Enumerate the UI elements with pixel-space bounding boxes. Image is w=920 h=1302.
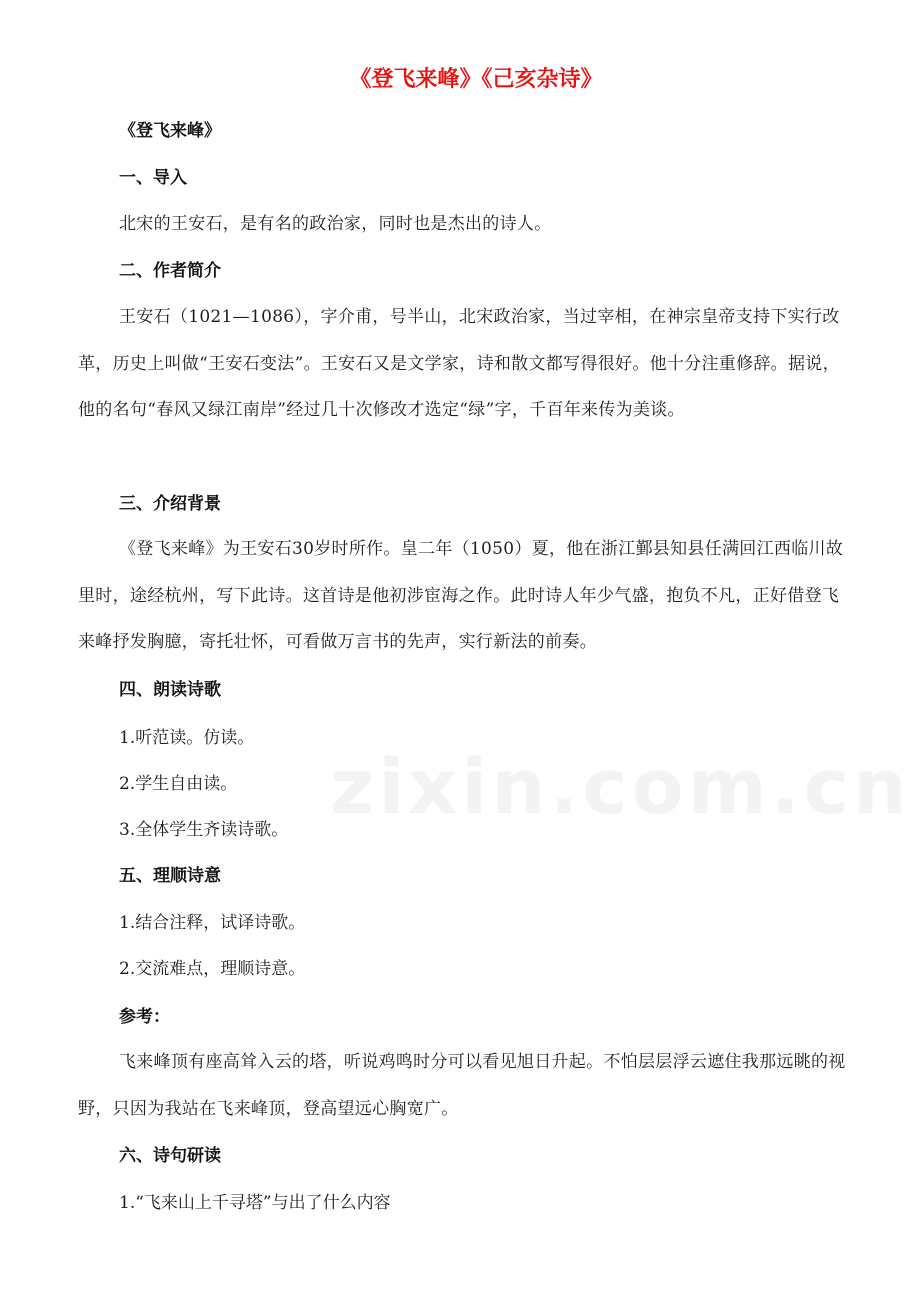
list-item: 3.全体学生齐读诗歌。 bbox=[119, 820, 289, 840]
document-title: 《登飞来峰》《己亥杂诗》 bbox=[349, 67, 603, 92]
section-heading-intro: 一、导入 bbox=[119, 168, 187, 188]
section-heading-study: 六、诗句研读 bbox=[119, 1146, 221, 1166]
section-heading-reading: 四、朗读诗歌 bbox=[119, 680, 221, 700]
intro-paragraph: 北宋的王安石，是有名的政治家，同时也是杰出的诗人。 bbox=[119, 214, 552, 234]
reference-label: 参考： bbox=[119, 1007, 170, 1027]
background-paragraph: 《登飞来峰》为王安石30岁时所作。皇二年（1050）夏，他在浙江鄞县知县任满回江西临川故里时，途经杭州，写下此诗。这首诗是他初涉宦海之作。此时诗人年少气盛，抱负不凡，正好借登飞来峰抒发胸臆，寄托壮怀，可看做万言书的先声，实行新法的前奏。 bbox=[78, 539, 844, 652]
watermark: zixin.com.cn bbox=[330, 742, 911, 831]
list-item: 1.“飞来山上千寻塔”与出了什么内容 bbox=[119, 1193, 391, 1213]
section-heading-author: 二、作者简介 bbox=[119, 261, 221, 281]
section-heading-background: 三、介绍背景 bbox=[119, 494, 221, 514]
reference-paragraph: 飞来峰顶有座高耸入云的塔，听说鸡鸣时分可以看见旭日升起。不怕层层浮云遮住我那远眺的视野，只因为我站在飞来峰顶，登高望远心胸宽广。 bbox=[78, 1052, 846, 1119]
list-item: 1.听范读。仿读。 bbox=[119, 728, 255, 748]
list-item: 1.结合注释，试译诗歌。 bbox=[119, 913, 306, 933]
section-heading-meaning: 五、理顺诗意 bbox=[119, 866, 221, 886]
poem-subtitle: 《登飞来峰》 bbox=[119, 121, 221, 141]
list-item: 2.学生自由读。 bbox=[119, 774, 238, 794]
author-paragraph: 王安石（1021—1086），字介甫，号半山，北宋政治家，当过宰相，在神宗皇帝支持下实行改革，历史上叫做“王安石变法”。王安石又是文学家，诗和散文都写得很好。他十分注重修辞。据说，他的名句“春风又绿江南岸”经过几十次修改才选定“绿”字，千百年来传为美谈。 bbox=[78, 307, 840, 420]
list-item: 2.交流难点，理顺诗意。 bbox=[119, 959, 306, 979]
